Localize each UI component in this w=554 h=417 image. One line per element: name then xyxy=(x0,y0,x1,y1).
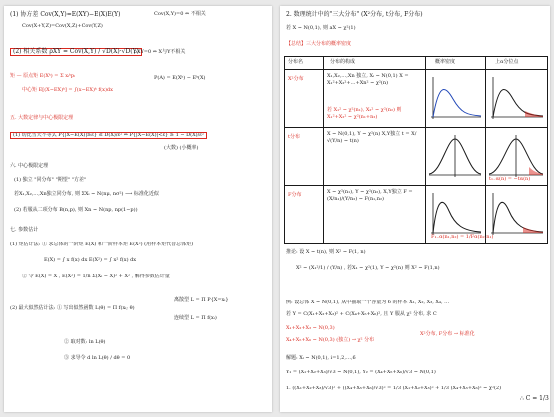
note-cov-linear: Cov(X+Y,Z)=Cov(X,Z)+Cov(Y,Z) xyxy=(22,23,103,29)
note-summary-heading: 【总结】三大分布的概率密度 xyxy=(286,41,352,47)
note-standardized-sums: Y₁ = (X₁+X₂+X₃)/√3 ~ N(0,1), Y₂ = (X₄+X₅+X₆)/√3 ~ N(0,1) xyxy=(286,370,436,375)
note-uncorrelated: Cov(X,Y)=0 ⇔ 不相关 xyxy=(154,11,206,17)
note-moment-estimation: (1) 矩估计法: ① 求总体的一阶矩 E(X) 和一阶样本矩 E(X²) (用样本矩代替总体矩) xyxy=(10,242,194,247)
f-density-graph xyxy=(427,189,483,239)
table-cell-construction: X₁,X₂,…,Xn 独立, Xᵢ ~ N(0,1) X = X₁²+X₂²+…+Xn² ~ χ²(n) xyxy=(327,73,409,86)
f-quantile-graph xyxy=(487,189,545,239)
table-row xyxy=(285,127,547,186)
note-mle-continuous: 连续型 L = Π f(xᵢ) xyxy=(174,315,217,321)
note-central-moment: 中心矩 E[(X−EX)ᵏ] = ∫(x−EX)ᵏ f(x)dx xyxy=(22,87,113,93)
note-three-distributions: 2. 数理统计中的"三大分布" (X²分布, t分布, F分布) xyxy=(286,11,423,18)
right-notes-page xyxy=(280,6,550,412)
note-section-6: 六. 中心极限定理 xyxy=(10,163,49,169)
t-quantile-graph xyxy=(487,131,545,181)
note-binomial: (2) 若服从二项分布 B(n,p), 则 Xn ~ N(np, np(1−p)) xyxy=(14,207,138,213)
table-cell-name: X²分布 xyxy=(288,76,304,82)
note-expectation-formulas: E(X) = ∫ x f(x) dx E(X²) = ∫ x² f(x) dx xyxy=(44,257,137,263)
table-header-construction: 分布的构成 xyxy=(330,59,356,65)
note-origin-moment: 矩 — 原点矩 E(Xᵏ) = Σ xᵢᵏpᵢ xyxy=(10,73,76,79)
note-chi-square-result: 1. ((X₁+X₂+X₃)/√3)² + ((X₄+X₅+X₆)/√3)² = 1/3 (X₁+X₂+X₃)² + 1/3 (X₄+X₅+X₆)² ~ χ²(2) xyxy=(286,386,502,391)
table-cell-note: F₁₋α(n₁,n₂) = 1/Fα(n₂,n₁) xyxy=(431,234,494,240)
note-t-square-f: X² ~ (X₁²/1) / (Y/n) , 若X₁ ~ χ²(1), Y ~ χ²(n) 则 X² ~ F(1,n) xyxy=(296,265,440,271)
table-cell-note: t₁₋α(n) = −tα(n) xyxy=(489,176,531,182)
table-header-name: 分布名 xyxy=(288,59,304,65)
note-answer: ∴ C = 1/3 xyxy=(520,395,549,402)
note-mle: (2) 最大似然估计法: ① 写出似然函数 L(θ) = Π f(xᵢ; θ) xyxy=(10,305,135,311)
note-chebyshev-hint: (大数) (小概率) xyxy=(164,145,199,151)
table-cell-note: 若 X₁² ~ χ²(n₁), X₂² ~ χ²(n₂) 则 X₁²+X₂² ~ χ²(n₁+n₂) xyxy=(327,107,402,120)
note-mle-discrete: 离散型 L = Π P{X=xᵢ} xyxy=(174,297,229,303)
note-section-5: 五. 大数定律与中心极限定理 xyxy=(10,115,74,121)
note-rho-zero: ρXY=0 ⇔ X与Y不相关 xyxy=(134,49,186,55)
note-chi-square-from-normal: 若 X ~ N(0,1), 则 aX ~ χ²(1) xyxy=(286,25,356,31)
note-correlation-coef: (2) 相关系数 ρXY = Cov(X,Y) / √D(X)·√D(Y) xyxy=(10,48,142,56)
note-standardize: X²分布, F分布 → 标准化 xyxy=(420,331,475,337)
table-cell-construction: X ~ χ²(n₁), Y ~ χ²(n₂), X,Y独立 F = (X/n₁)/(Y/n₂) ~ F(n₁,n₂) xyxy=(327,189,413,202)
note-solution: 解题: Xᵢ ~ N(0,1), i=1,2,…,6 xyxy=(286,355,356,361)
table-header-quantile: 上α分位点 xyxy=(495,59,519,65)
note-sum-dist-2: X₄+X₅+X₆ ~ N(0,3) (独立) → χ² 分布 xyxy=(286,337,375,343)
table-row xyxy=(285,185,547,243)
note-clt: 若X₁,X₂,…,Xn独立同分布, 则 ΣXᵢ ~ N(nμ, nσ²) ⟶ 标准化近似 xyxy=(14,191,159,197)
table-cell-construction: X ~ N(0,1), Y ~ χ²(n) X,Y独立 t = X/√(Y/n) ~ t(n) xyxy=(327,131,417,144)
note-section-7: 七. 参数估计 xyxy=(10,227,39,233)
table-cell-name: t分布 xyxy=(288,134,301,140)
note-example: 例: 设总体 X ~ N(0,1), 从中抽取一个容量为 6 的样本 X₁, X₂, X₃, X₄, … xyxy=(286,300,450,305)
note-chebyshev: (1) 切比雪夫不等式 P{|X−E(X)|≥ε} ≤ D(X)/ε² ⇔ P{|X−E(X)|<ε} ≥ 1 − D(X)/ε² xyxy=(10,132,207,139)
chi-square-density-graph xyxy=(427,73,483,123)
left-notes-page xyxy=(4,6,272,412)
chi-square-quantile-graph xyxy=(487,73,545,123)
note-mle-log: ② 取对数: ln L(θ) xyxy=(64,339,106,345)
note-sum-dist-1: X₁+X₂+X₃ ~ N(0,3) xyxy=(286,325,335,331)
note-example-condition: 若 Y = C(X₁+X₂+X₃)² + C(X₄+X₅+X₆)², 且 Y 服从 χ² 分布, 求 C xyxy=(286,311,437,317)
note-moment-equations: ② 令 E(X) = X̄ , E(X²) = 1/n Σ(Xᵢ − X̄)² + X̄² , 解得参数估计量 xyxy=(22,274,170,279)
note-mle-derivative: ③ 求导令 d ln L(θ) / dθ = 0 xyxy=(64,355,131,361)
note-covariance: (1) 协方差 Cov(X,Y)=E(XY)−E(X)E(Y) xyxy=(10,11,121,18)
distribution-table xyxy=(284,56,548,244)
note-variance-formula: P(A) = E(Xᵏ) − Eᵏ(X) xyxy=(154,75,206,81)
table-row xyxy=(285,69,547,128)
note-inference: 推论: 设 X ~ t(n), 则 X² ~ F(1, n) xyxy=(286,249,366,255)
t-density-graph xyxy=(427,131,483,181)
note-iid: (1) 独立 "同分布" "期望" "方差" xyxy=(14,177,87,183)
table-header-density: 概率密度 xyxy=(435,59,456,65)
table-cell-name: F分布 xyxy=(288,192,302,198)
